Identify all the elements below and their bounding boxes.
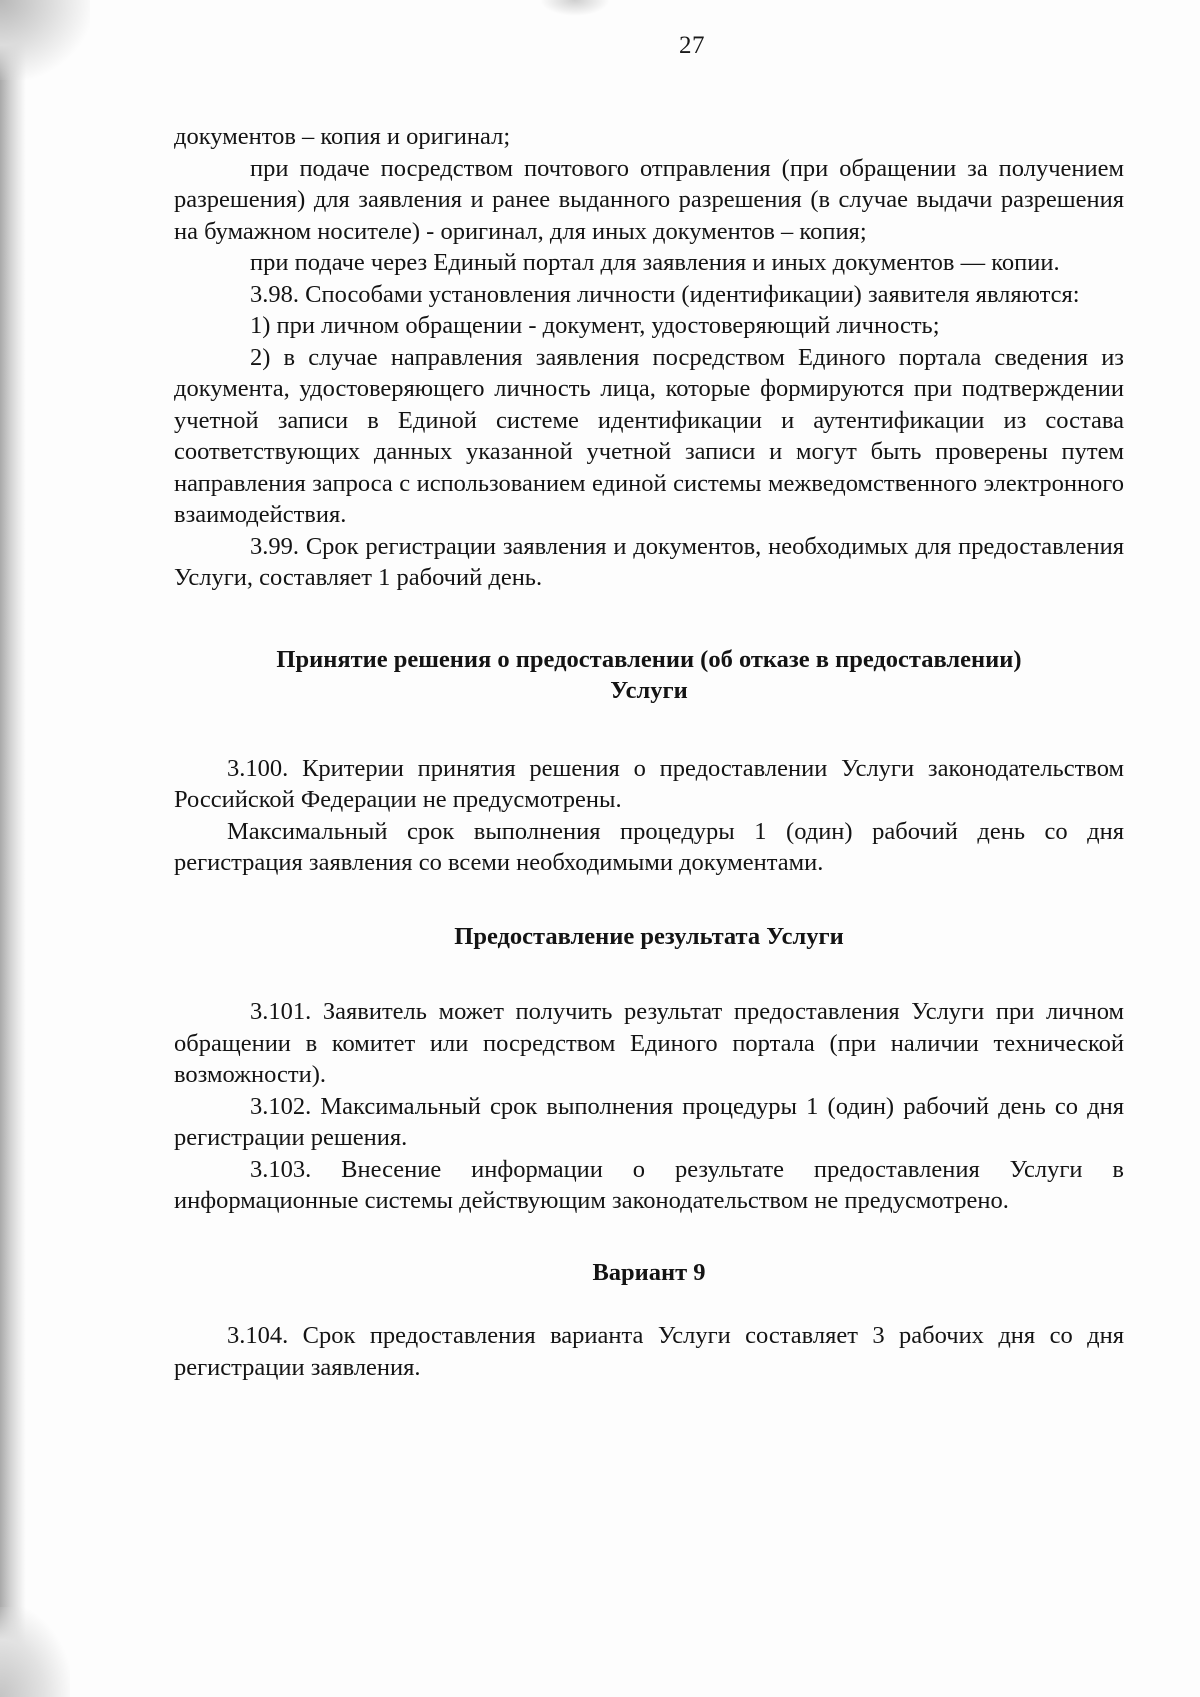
section-heading: Вариант 9 [592,1258,706,1286]
paragraph: 2) в случае направления заявления посредством Единого портала сведения из документа, удостоверяющего личность лица, которые формируются при подтверждении учетной записи в Единой системе идентификации и аутентификации из состава соответствующих данных указанной учетной записи и могут быть проверены путем направления запроса с использованием единой системы межведомственного электронного взаимодействия. [174,343,1124,528]
paragraph: 3.101. Заявитель может получить результат предоставления Услуги при личном обращении в комитет или посредством Единого портала (при наличии технической возможности). [174,998,1124,1088]
paragraph: 3.102. Максимальный срок выполнения процедуры 1 (один) рабочий день со дня регистрации решения. [174,1092,1124,1151]
paragraph: 3.98. Способами установления личности (идентификации) заявителя являются: [250,280,1080,308]
paragraph: 3.104. Срок предоставления варианта Услуги составляет 3 рабочих дня со дня регистрации заявления. [174,1322,1124,1381]
section-heading [174,644,1124,707]
paragraph: 3.99. Срок регистрации заявления и документов, необходимых для предоставления Услуги, составляет 1 рабочий день. [174,532,1124,591]
paragraph: при подаче посредством почтового отправления (при обращении за получением разрешения) для заявления и ранее выданного разрешения (в случае выдачи разрешения на бумажном носителе) - оригинал, для иных документов – копия; [174,154,1124,245]
document-body [174,121,1124,1383]
paragraph: 3.100. Критерии принятия решения о предоставлении Услуги законодательством Российской Федерации не предусмотрены. [174,754,1124,813]
paragraph: при подаче через Единый портал для заявления и иных документов — копии. [250,249,1060,276]
section-heading-line: Услуги [610,677,688,704]
paragraph: 1) при личном обращении - документ, удостоверяющий личность; [250,312,940,339]
scan-shadow-bottom-left [0,1607,70,1697]
paragraph: документов – копия и оригинал; [174,123,511,150]
scan-mark-top [540,0,610,16]
scan-shadow-left [0,0,26,1697]
paragraph: 3.103. Внесение информации о результате предоставления Услуги в информационные системы действующим законодательством не предусмотрено. [174,1155,1124,1214]
page-number: 27 [679,32,705,59]
section-heading-line: Принятие решения о предоставлении (об отказе в предоставлении) [276,645,1022,673]
section-heading: Предоставление результата Услуги [454,922,844,950]
paragraph: Максимальный срок выполнения процедуры 1 (один) рабочий день со дня регистрация заявления со всеми необходимыми документами. [174,817,1124,876]
